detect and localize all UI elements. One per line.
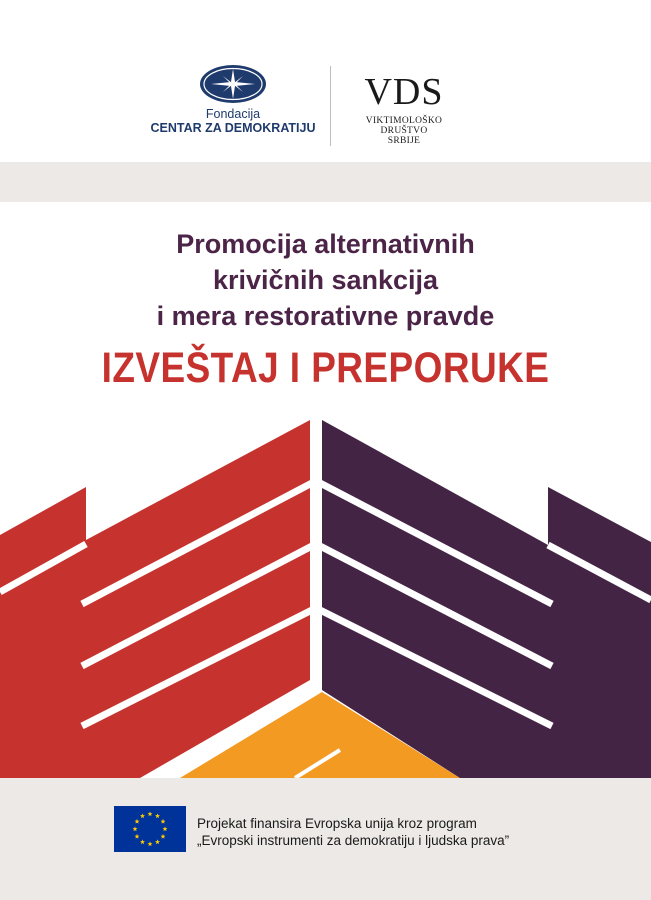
cover-header [0,0,651,162]
cd-logo-line2: CENTAR ZA DEMOKRATIJU [150,121,316,135]
vds-logo-line2: SRBIJE [387,136,421,146]
cover-title [0,226,651,334]
funding-line1: Projekat finansira Evropska unija kroz program [197,816,477,831]
title-line2: krivičnih sankcija [212,265,439,295]
cover-subtitle: IZVEŠTAJ I PREPORUKE [101,344,550,392]
cd-logo-line1: Fondacija [205,107,261,121]
title-line3: i mera restorativne pravde [156,301,495,331]
vds-logo [342,72,466,146]
centar-za-demokratiju-logo [148,64,318,135]
hands-graphic [0,420,651,778]
red-hand-shape [0,420,310,778]
top-band [0,162,651,202]
title-line1: Promocija alternativnih [176,229,475,259]
star-compass-icon [199,64,267,104]
funding-note [197,815,509,849]
vds-logo-letters: VDS [364,71,444,113]
eu-flag-icon [114,806,186,852]
vds-logo-line1: VIKTIMOLOŠKO DRUŠTVO [365,116,443,136]
logo-divider [330,66,331,146]
funding-line2: „Evropski instrumenti za demokratiju i ljudska prava” [197,833,510,848]
